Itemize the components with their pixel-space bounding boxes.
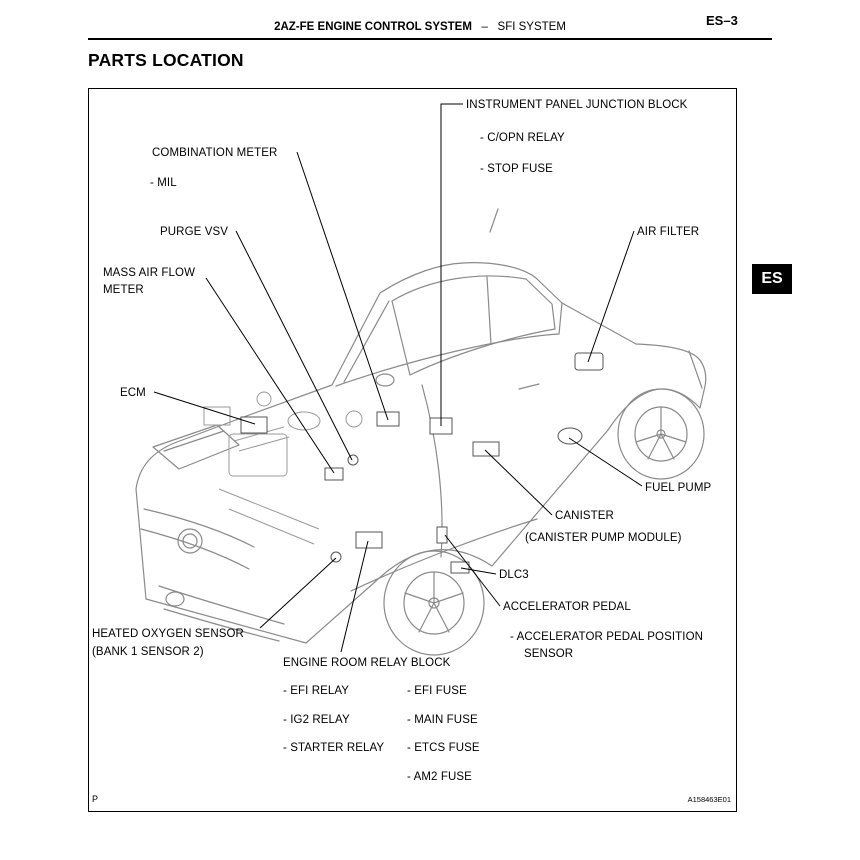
header-title-main: 2AZ-FE ENGINE CONTROL SYSTEM	[274, 21, 472, 33]
header-title-sub: SFI SYSTEM	[497, 21, 566, 33]
callout-relay-block-item: - IG2 RELAY	[283, 714, 350, 726]
callout-relay-block-item: - MAIN FUSE	[407, 714, 478, 726]
callout-ecm-label: ECM	[120, 387, 146, 399]
callout-ho2s-label: HEATED OXYGEN SENSOR	[92, 628, 244, 640]
leader-combination-meter	[297, 152, 388, 420]
maf-part	[325, 468, 343, 480]
header-title-separator: –	[481, 21, 488, 33]
callout-relay-block-item: - ETCS FUSE	[407, 742, 480, 754]
page-code: ES–3	[706, 13, 738, 28]
figure-code: A158463E01	[687, 795, 731, 804]
callout-ipjb-item: - C/OPN RELAY	[480, 132, 565, 144]
callout-dlc3-label: DLC3	[499, 569, 529, 581]
leader-ho2s	[260, 558, 336, 628]
callout-canister-item: (CANISTER PUMP MODULE)	[525, 532, 682, 544]
dlc3-part	[451, 562, 469, 573]
callout-ho2s-item: (BANK 1 SENSOR 2)	[92, 646, 204, 658]
callout-relay-block-item: - EFI RELAY	[283, 685, 350, 697]
relay-block-part	[356, 532, 382, 548]
callout-purge-vsv-label: PURGE VSV	[160, 226, 229, 238]
leader-air-filter	[588, 231, 634, 362]
callout-maf-label: MASS AIR FLOW METER	[103, 267, 196, 296]
callout-relay-block-item: - STARTER RELAY	[283, 742, 385, 754]
parts-location-figure	[88, 88, 737, 812]
purge-vsv-part	[348, 455, 358, 465]
callout-ipjb-item: - STOP FUSE	[480, 163, 553, 175]
canister-part	[473, 442, 499, 456]
air-filter-part	[575, 353, 603, 370]
callout-relay-block-label: ENGINE ROOM RELAY BLOCK	[283, 657, 451, 669]
header-rule	[88, 38, 772, 40]
car-body	[136, 209, 706, 655]
callout-air-filter-label: AIR FILTER	[637, 226, 700, 238]
leader-maf	[206, 278, 334, 473]
callout-combination-meter-label: COMBINATION METER	[152, 147, 278, 159]
ho2s-part	[331, 552, 341, 562]
callout-fuel-pump-label: FUEL PUMP	[645, 482, 712, 494]
leader-relay-block	[341, 541, 368, 652]
vehicle-line-art	[89, 89, 738, 813]
callout-relay-block-item: - AM2 FUSE	[407, 771, 472, 783]
leader-canister	[485, 450, 552, 515]
callout-accelerator-pedal-item: - ACCELERATOR PEDAL POSITION SENSOR	[510, 631, 704, 660]
corner-mark: P	[92, 794, 99, 804]
callout-combination-meter-item: - MIL	[150, 177, 177, 189]
callout-canister-label: CANISTER	[555, 510, 614, 522]
page-title: PARTS LOCATION	[88, 50, 244, 70]
callout-ipjb-label: INSTRUMENT PANEL JUNCTION BLOCK	[466, 99, 688, 111]
section-tab: ES	[752, 264, 792, 294]
callout-relay-block-item: - EFI FUSE	[407, 685, 467, 697]
fuel-pump-part	[558, 428, 582, 444]
callout-accelerator-pedal-label: ACCELERATOR PEDAL	[503, 601, 631, 613]
ecm-part	[241, 417, 267, 433]
